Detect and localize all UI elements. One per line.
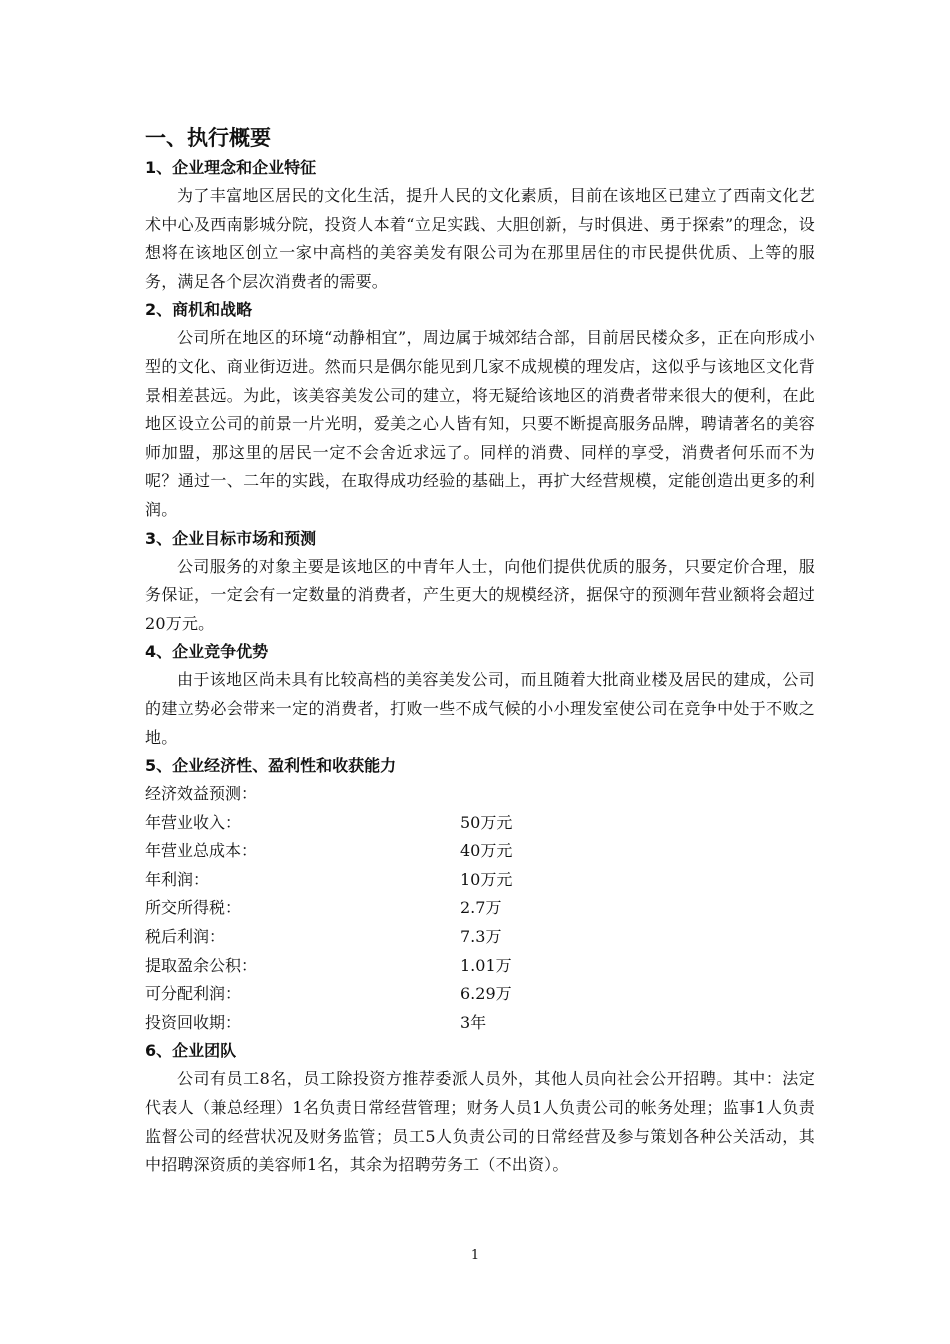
financial-label: 年营业收入： (145, 812, 242, 832)
section-3-paragraph: 公司服务的对象主要是该地区的中青年人士，向他们提供优质的服务，只要定价合理，服务保证，一定会有一定数量的消费者，产生更大的规模经济，据保守的预测年营业额将会超过20万元。 (145, 556, 815, 633)
financial-label: 年营业总成本： (145, 841, 258, 861)
section-4-heading: 4、企业竞争优势 (145, 642, 269, 662)
financial-value: 40万元 (460, 841, 513, 861)
financial-row (145, 923, 815, 952)
financial-label: 提取盈余公积： (145, 955, 258, 975)
financial-value: 3年 (460, 1012, 487, 1032)
financial-row (145, 980, 815, 1009)
section-2-paragraph: 公司所在地区的环境“动静相宜”，周边属于城郊结合部，目前居民楼众多，正在向形成小型的文化、商业街迈进。然而只是偶尔能见到几家不成规模的理发店，这似乎与该地区文化背景相差甚远。为此，该美容美发公司的建立，将无疑给该地区的消费者带来很大的便利，在此地区设立公司的前景一片光明，爱美之心人皆有知，只要不断提高服务品牌，聘请著名的美容师加盟，那这里的居民一定不会舍近求远了。同样的消费、同样的享受，消费者何乐而不为呢？通过一、二年的实践，在取得成功经验的基础上，再扩大经营规模，定能创造出更多的利润。 (145, 328, 815, 519)
section-4-paragraph: 由于该地区尚未具有比较高档的美容美发公司，而且随着大批商业楼及居民的建成，公司的建立势必会带来一定的消费者，打败一些不成气候的小小理发室使公司在竞争中处于不败之地。 (145, 670, 815, 747)
financial-row (145, 894, 815, 923)
document-body (145, 122, 815, 1180)
financial-value: 2.7万 (460, 898, 502, 918)
financial-label: 年利润： (145, 869, 210, 889)
financial-forecast-table (145, 809, 815, 1038)
financial-label: 可分配利润： (145, 984, 242, 1004)
section-5-heading: 5、企业经济性、盈利性和收获能力 (145, 756, 397, 776)
financial-row (145, 1009, 815, 1038)
forecast-intro: 经济效益预测： (145, 784, 258, 804)
financial-label: 投资回收期： (145, 1012, 242, 1032)
section-6-paragraph: 公司有员工8名，员工除投资方推荐委派人员外，其他人员向社会公开招聘。其中：法定代表人（兼总经理）1名负责日常经营管理；财务人员1人负责公司的帐务处理；监事1人负责监督公司的经营状况及财务监管；员工5人负责公司的日常经营及参与策划各种公关活动，其中招聘深资质的美容师1名，其余为招聘劳务工（不出资）。 (145, 1069, 815, 1175)
section-6-heading: 6、企业团队 (145, 1041, 237, 1061)
financial-value: 1.01万 (460, 955, 512, 975)
page-number: 1 (470, 1248, 480, 1263)
financial-label: 税后利润： (145, 927, 226, 947)
section-1-heading: 1、企业理念和企业特征 (145, 158, 317, 177)
financial-value: 6.29万 (460, 984, 512, 1004)
financial-row (145, 866, 815, 895)
financial-label: 所交所得税： (145, 898, 242, 918)
section-1-paragraph: 为了丰富地区居民的文化生活，提升人民的文化素质，目前在该地区已建立了西南文化艺术中心及西南影城分院，投资人本着“立足实践、大胆创新，与时俱进、勇于探索”的理念，设想将在该地区创立一家中高档的美容美发有限公司为在那里居住的市民提供优质、上等的服务，满足各个层次消费者的需要。 (145, 186, 815, 291)
financial-row (145, 809, 815, 838)
document-title: 一、执行概要 (145, 126, 271, 150)
section-2-heading: 2、商机和战略 (145, 300, 253, 320)
financial-value: 7.3万 (460, 927, 502, 947)
section-3-heading: 3、企业目标市场和预测 (145, 528, 317, 548)
financial-value: 10万元 (460, 869, 513, 889)
financial-value: 50万元 (460, 812, 513, 832)
financial-row (145, 952, 815, 981)
financial-row (145, 837, 815, 866)
